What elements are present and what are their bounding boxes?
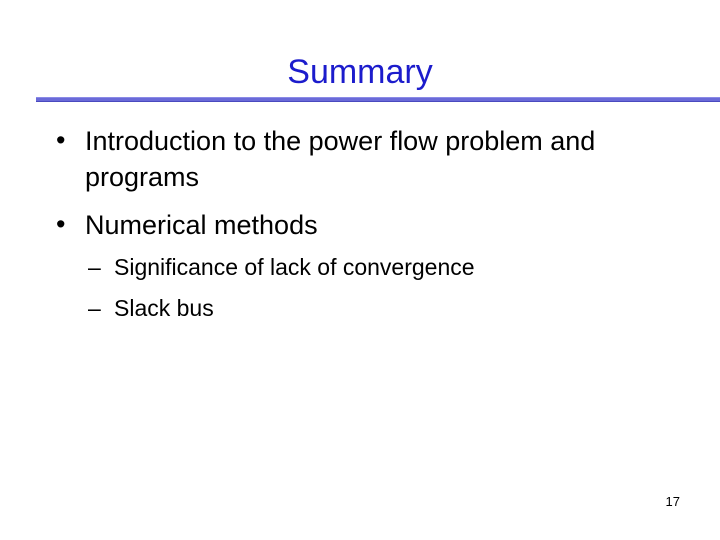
- sub-bullet-marker: –: [88, 254, 101, 280]
- bullet-marker: •: [56, 125, 66, 155]
- bullet-marker: •: [56, 209, 66, 239]
- sub-bullet-convergence: Significance of lack of convergence: [114, 254, 475, 280]
- bullet-numerical-methods: Numerical methods: [85, 210, 318, 240]
- sub-bullet-marker: –: [88, 295, 101, 321]
- page-number: 17: [665, 494, 680, 509]
- slide-title: Summary: [287, 53, 433, 91]
- bullet-introduction: Introduction to the power flow problem and programs: [85, 126, 596, 192]
- sub-bullet-slack-bus: Slack bus: [114, 295, 214, 321]
